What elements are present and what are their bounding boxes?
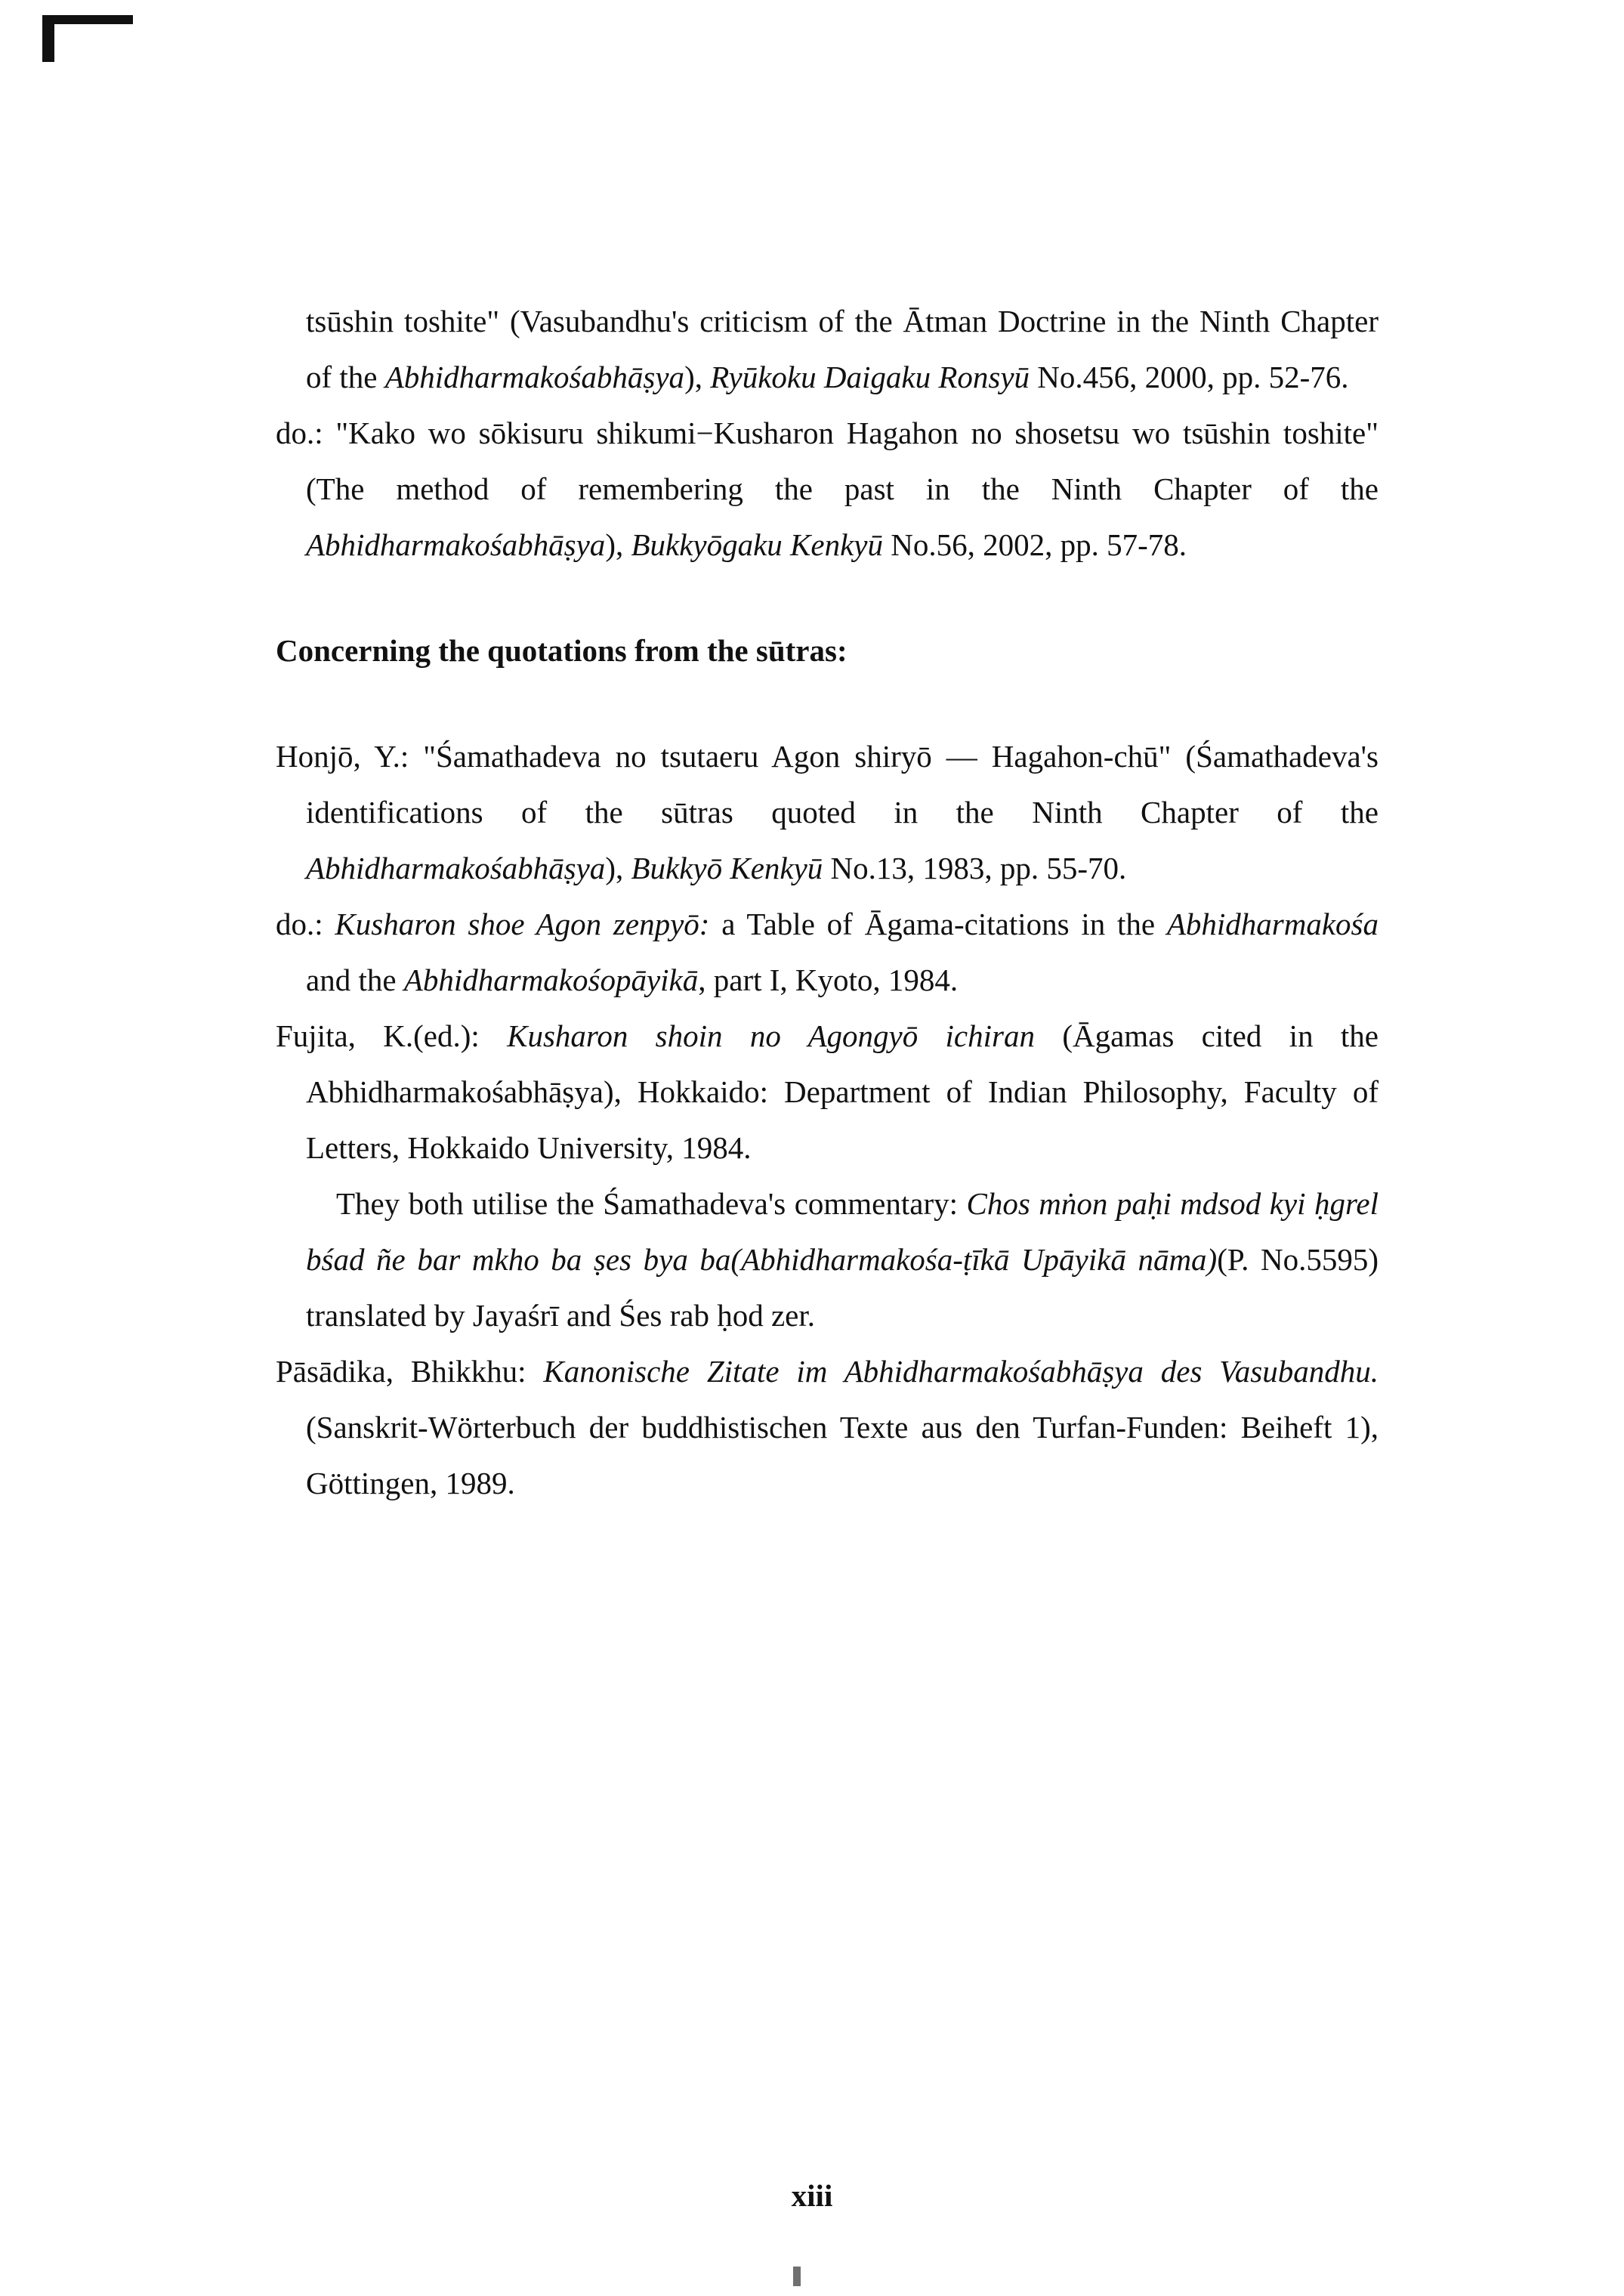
corner-crop-mark bbox=[42, 15, 133, 68]
scan-speck bbox=[793, 2267, 801, 2286]
page-body bbox=[276, 293, 1379, 1511]
bibliography-entry-do: do.: "Kako wo sōkisuru shikumi−Kusharon Hagahon no shosetsu wo tsūshin toshite" (The method of remembering the past in the Ninth Chapter of the Abhidharmakośabhāṣya), Bukkyōgaku Kenkyū No.56, 2002, pp. 57-78. bbox=[276, 416, 1379, 562]
bibliography-entry-honjo-do: do.: Kusharon shoe Agon zenpyō: a Table of Āgama-citations in the Abhidharmakośa and the Abhidharmakośopāyikā, part I, Kyoto, 1984. bbox=[276, 907, 1379, 997]
section-heading: Concerning the quotations from the sūtras: bbox=[276, 633, 848, 668]
bibliography-entry-fujita: Fujita, K.(ed.): Kusharon shoin no Agongyō ichiran (Āgamas cited in the Abhidharmakośabhāṣya), Hokkaido: Department of Indian Philosophy, Faculty of Letters, Hokkaido University, 1984. bbox=[276, 1018, 1379, 1165]
page-number: xiii bbox=[791, 2178, 833, 2213]
bibliography-entry-honjo: Honjō, Y.: "Śamathadeva no tsutaeru Agon shiryō — Hagahon-chū" (Śamathadeva's identifications of the sūtras quoted in the Ninth Chapter of the Abhidharmakośabhāṣya), Bukkyō Kenkyū No.13, 1983, pp. 55-70. bbox=[276, 739, 1379, 885]
bibliography-entry-pasadika: Pāsādika, Bhikkhu: Kanonische Zitate im Abhidharmakośabhāṣya des Vasubandhu.(Sanskrit-Wörterbuch der buddhistischen Texte aus den Turfan-Funden: Beiheft 1), Göttingen, 1989. bbox=[276, 1354, 1379, 1500]
bibliography-entry-continuation: tsūshin toshite" (Vasubandhu's criticism of the Ātman Doctrine in the Ninth Chapter of the Abhidharmakośabhāṣya), Ryūkoku Daigaku Ronsyū No.456, 2000, pp. 52-76. bbox=[306, 304, 1379, 394]
bibliography-note: They both utilise the Śamathadeva's commentary: Chos mṅon paḥi mdsod kyi ḥgrel bśad ñe bar mkho ba ṣes bya ba(Abhidharmakośa-ṭīkā Upāyikā nāma)(P. No.5595) translated by Jayaśrī and Śes rab ḥod zer. bbox=[306, 1186, 1379, 1333]
